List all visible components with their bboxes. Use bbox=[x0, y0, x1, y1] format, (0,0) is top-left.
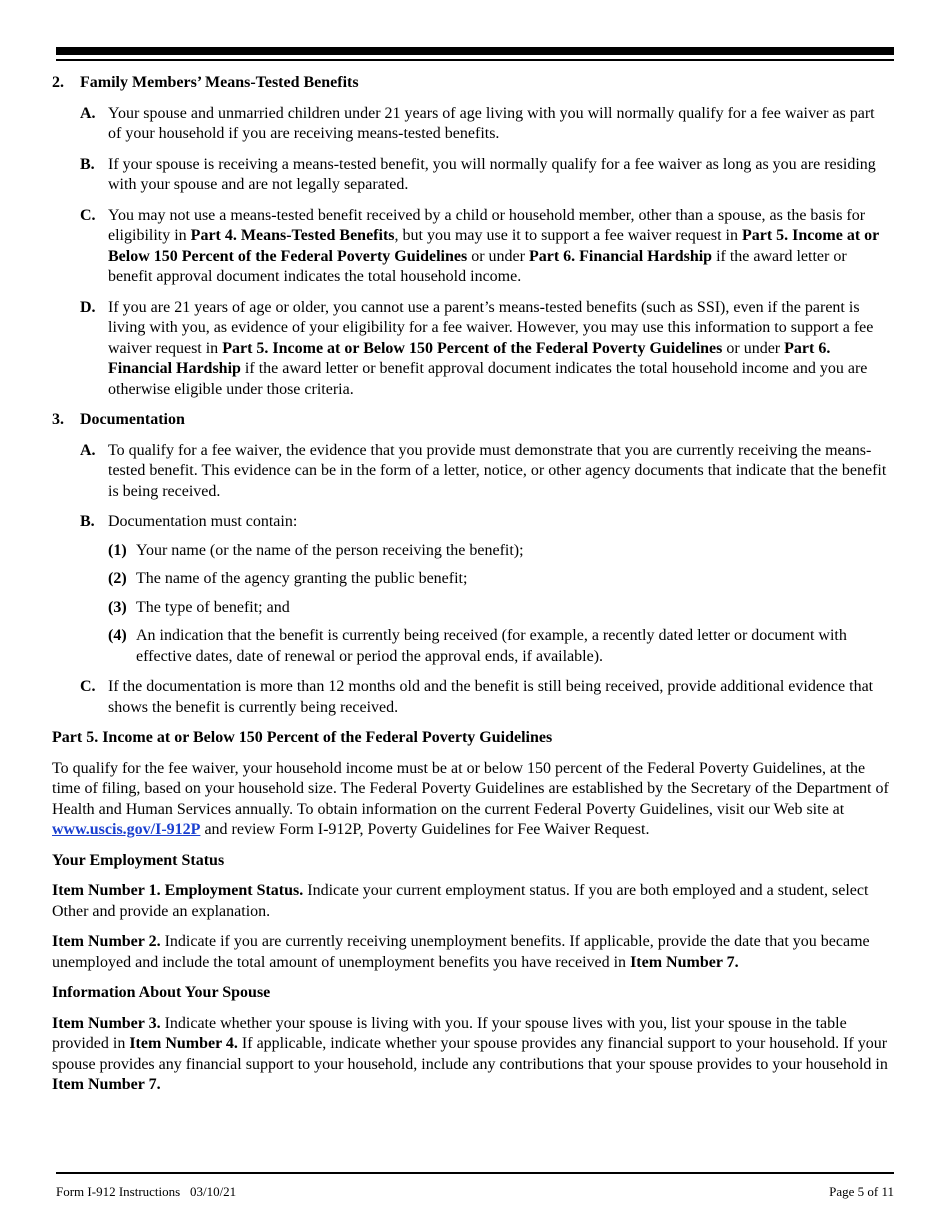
item-label: A. bbox=[80, 104, 96, 122]
sub-text: The type of benefit; and bbox=[136, 598, 290, 616]
list-item bbox=[80, 512, 890, 533]
item-label: D. bbox=[80, 298, 96, 316]
header-rule-thick bbox=[56, 47, 894, 55]
text-run: or under bbox=[467, 247, 529, 265]
section-title: Family Members’ Means-Tested Benefits bbox=[80, 74, 359, 91]
bold-ref: Part 6. Financial Hardship bbox=[528, 247, 713, 265]
text-run: If applicable, indicate whether your spouse provides any financial support to your household. If your spouse provides any financial support to your household, include any contributions that your spouse provides to your household in bbox=[52, 1035, 888, 1073]
bold-ref: Item Number 4. bbox=[129, 1035, 238, 1052]
list-item bbox=[80, 155, 890, 196]
text-run: Indicate whether your spouse is living with you. If your spouse lives with you, list your spouse in the table provided in bbox=[52, 1014, 847, 1052]
section-number: 2. bbox=[52, 74, 64, 91]
bold-ref: Item Number 7. bbox=[630, 953, 739, 971]
item-text bbox=[108, 298, 890, 401]
bold-ref: Item Number 7. bbox=[52, 1076, 161, 1093]
text-run: or under bbox=[722, 339, 785, 357]
sub-label: (4) bbox=[108, 627, 127, 644]
item-number-2-paragraph bbox=[52, 932, 890, 973]
sub-text: Your name (or the name of the person receiving the benefit); bbox=[136, 541, 524, 559]
employment-heading: Your Employment Status bbox=[52, 851, 225, 869]
text-run: if the award letter or benefit approval document indicates the total household income. bbox=[108, 247, 847, 285]
footer-rule bbox=[56, 1172, 894, 1174]
part-5-heading: Part 5. Income at or Below 150 Percent of the Federal Poverty Guidelines bbox=[52, 729, 553, 746]
item-text bbox=[108, 206, 890, 288]
footer-form-id: Form I-912 Instructions 03/10/21 bbox=[56, 1184, 237, 1199]
item-label: A. bbox=[80, 441, 96, 459]
item-label: C. bbox=[80, 678, 96, 695]
spouse-heading: Information About Your Spouse bbox=[52, 984, 271, 1001]
section-3-heading bbox=[52, 410, 890, 431]
list-item bbox=[80, 441, 890, 503]
sub-label: (1) bbox=[108, 541, 127, 559]
header-rule-thin bbox=[56, 59, 894, 61]
list-item bbox=[80, 104, 890, 145]
bold-ref: Part 4. Means-Tested Benefits bbox=[190, 227, 395, 244]
sub-list-item bbox=[108, 569, 890, 590]
sub-text: The name of the agency granting the public benefit; bbox=[136, 570, 468, 587]
uscis-i912p-link[interactable]: www.uscis.gov/I-912P bbox=[52, 821, 201, 838]
item-text: To qualify for a fee waiver, the evidence that you provide must demonstrate that you are currently receiving the means-tested benefit. This evidence can be in the form of a letter, notice, or other agency documents that indicate that the benefit is being received. bbox=[108, 441, 887, 500]
item-text: Documentation must contain: bbox=[108, 513, 298, 530]
bold-ref: Part 6. Financial Hardship bbox=[108, 339, 831, 377]
text-run: Indicate your current employment status. If you are both employed and a student, select Other and provide an explanation. bbox=[52, 882, 869, 920]
sub-list-item bbox=[108, 598, 890, 619]
text-run: Indicate if you are currently receiving unemployment benefits. If applicable, provide the date that you became unemployed and include the total amount of unemployment benefits you have received in bbox=[52, 933, 870, 971]
text-run: To qualify for the fee waiver, your household income must be at or below 150 percent of the Federal Poverty Guidelines, at the time of filing, based on your household size. The Federal Poverty Guidelines are established by the Secretary of the Department of Health and Human Services annually. To obtain information on the current Federal Poverty Guidelines, visit our Web site at bbox=[52, 759, 889, 818]
text-run: , but you may use it to support a fee waiver request in bbox=[394, 227, 742, 244]
item-number-1-paragraph bbox=[52, 881, 890, 922]
sub-text: An indication that the benefit is currently being received (for example, a recently dated letter or document with effective dates, date of renewal or period the approval ends, if available). bbox=[136, 627, 847, 665]
bold-ref: Item Number 1. Employment Status. bbox=[52, 882, 304, 899]
item-label: C. bbox=[80, 206, 96, 224]
item-label: B. bbox=[80, 155, 95, 173]
text-run: and review Form I-912P, Poverty Guidelines for Fee Waiver Request. bbox=[200, 821, 650, 838]
section-number: 3. bbox=[52, 411, 64, 428]
list-item bbox=[80, 677, 890, 718]
sub-list-item bbox=[108, 541, 890, 562]
text-run: You may not use a means-tested benefit received by a child or household member, other than a spouse, as the basis for eligibility in bbox=[108, 206, 866, 244]
section-title: Documentation bbox=[80, 411, 185, 428]
list-item bbox=[80, 206, 890, 288]
item-label: B. bbox=[80, 513, 95, 530]
sub-label: (2) bbox=[108, 570, 127, 587]
item-text: If your spouse is receiving a means-tested benefit, you will normally qualify for a fee waiver as long as you are residing with your spouse and are not legally separated. bbox=[108, 155, 876, 193]
text-run: If you are 21 years of age or older, you cannot use a parent’s means-tested benefits (such as SSI), even if the parent is living with you, as evidence of your eligibility for a fee waiver. However, you may use this information to support a fee waiver request in bbox=[108, 298, 874, 357]
sub-list-item bbox=[108, 626, 890, 667]
bold-ref: Item Number 3. bbox=[52, 1014, 161, 1032]
part-5-paragraph bbox=[52, 759, 890, 841]
list-item bbox=[80, 298, 890, 401]
section-2-heading bbox=[52, 73, 890, 94]
item-number-3-paragraph bbox=[52, 1014, 890, 1096]
bold-ref: Part 5. Income at or Below 150 Percent of the Federal Poverty Guidelines bbox=[222, 339, 723, 357]
bold-ref: Part 5. Income at or Below 150 Percent of the Federal Poverty Guidelines bbox=[108, 227, 879, 265]
item-text: If the documentation is more than 12 months old and the benefit is still being received, provide additional evidence that shows the benefit is currently being received. bbox=[108, 678, 874, 716]
footer-page-number: Page 5 of 11 bbox=[829, 1184, 894, 1199]
bold-ref: Item Number 2. bbox=[52, 933, 161, 950]
text-run: if the award letter or benefit approval document indicates the total household income and you are otherwise eligible under those criteria. bbox=[108, 360, 868, 398]
document-body bbox=[52, 73, 890, 1106]
sub-label: (3) bbox=[108, 598, 127, 616]
item-text: Your spouse and unmarried children under 21 years of age living with you will normally qualify for a fee waiver as part of your household if you are receiving means-tested benefits. bbox=[108, 104, 875, 142]
